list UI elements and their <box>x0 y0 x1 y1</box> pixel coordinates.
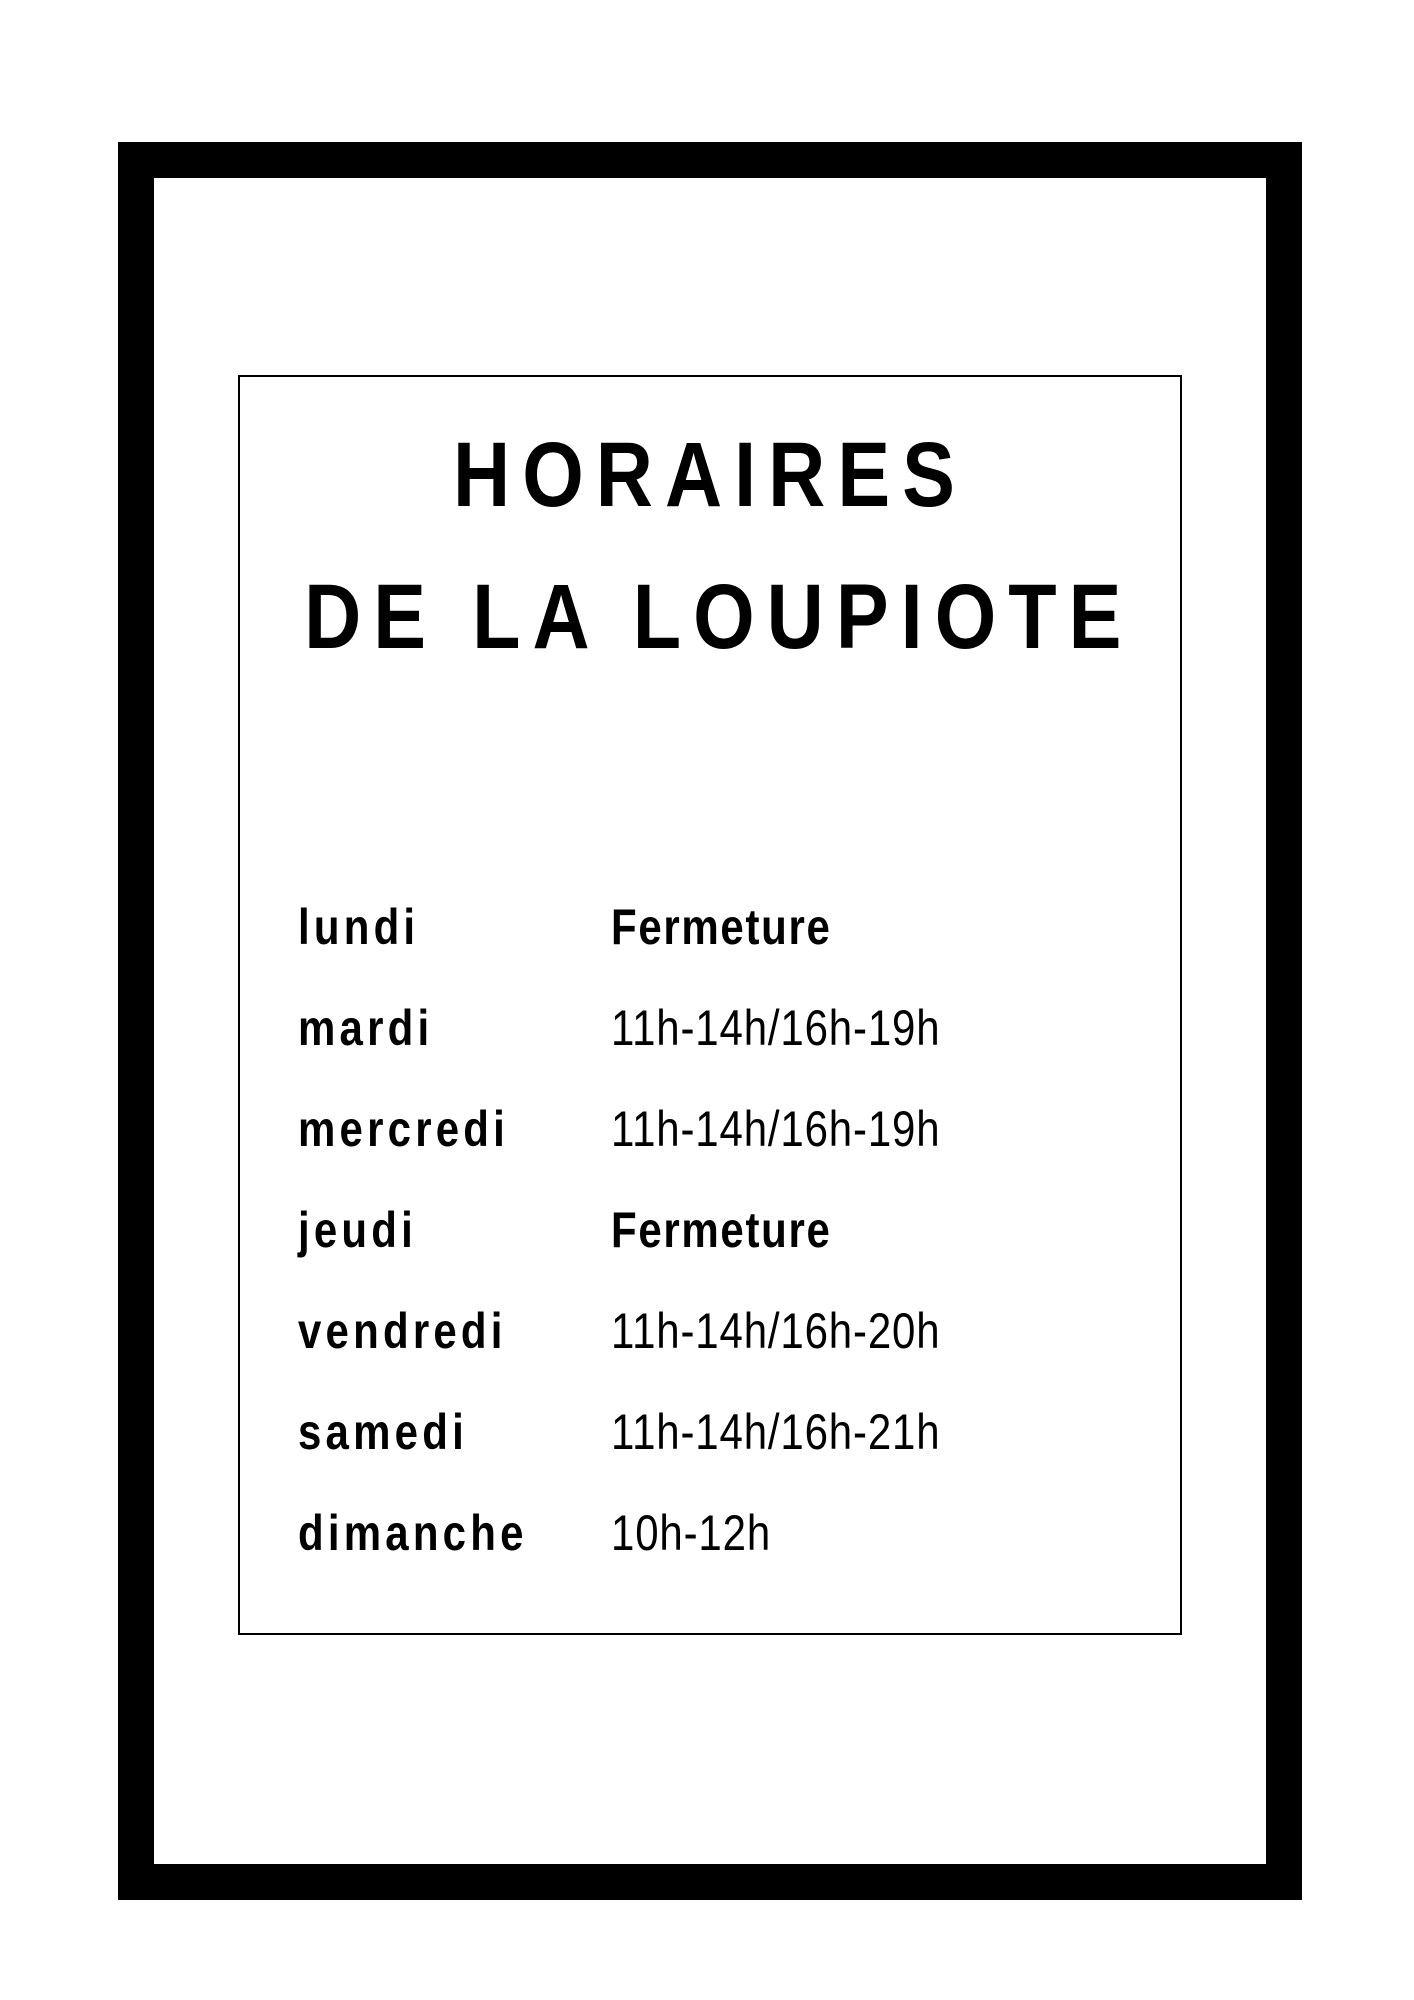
schedule-row-vendredi <box>298 1296 1138 1366</box>
hours-value: Fermeture <box>611 899 832 955</box>
day-label: lundi <box>298 899 420 955</box>
schedule-row-samedi <box>298 1397 1138 1467</box>
schedule-row-mardi <box>298 993 1138 1063</box>
hours-value: 11h-14h/16h-19h <box>611 1000 941 1056</box>
day-label: mercredi <box>298 1101 510 1157</box>
hours-value: Fermeture <box>611 1202 832 1258</box>
schedule-row-dimanche <box>298 1498 1138 1568</box>
day-label: samedi <box>298 1404 468 1460</box>
hours-value: 11h-14h/16h-20h <box>611 1303 941 1359</box>
day-label: dimanche <box>298 1505 528 1561</box>
hours-value: 11h-14h/16h-21h <box>611 1404 941 1460</box>
hours-value: 11h-14h/16h-19h <box>611 1101 941 1157</box>
page-title-line-1: HORAIRES <box>453 424 967 526</box>
schedule-row-mercredi <box>298 1094 1138 1164</box>
schedule-row-jeudi <box>298 1195 1138 1265</box>
page-title-line-2: DE LA LOUPIOTE <box>304 566 1134 668</box>
day-label: mardi <box>298 1000 434 1056</box>
schedule-row-lundi <box>298 892 1138 962</box>
hours-value: 10h-12h <box>611 1505 772 1561</box>
day-label: jeudi <box>298 1202 418 1258</box>
day-label: vendredi <box>298 1303 507 1359</box>
